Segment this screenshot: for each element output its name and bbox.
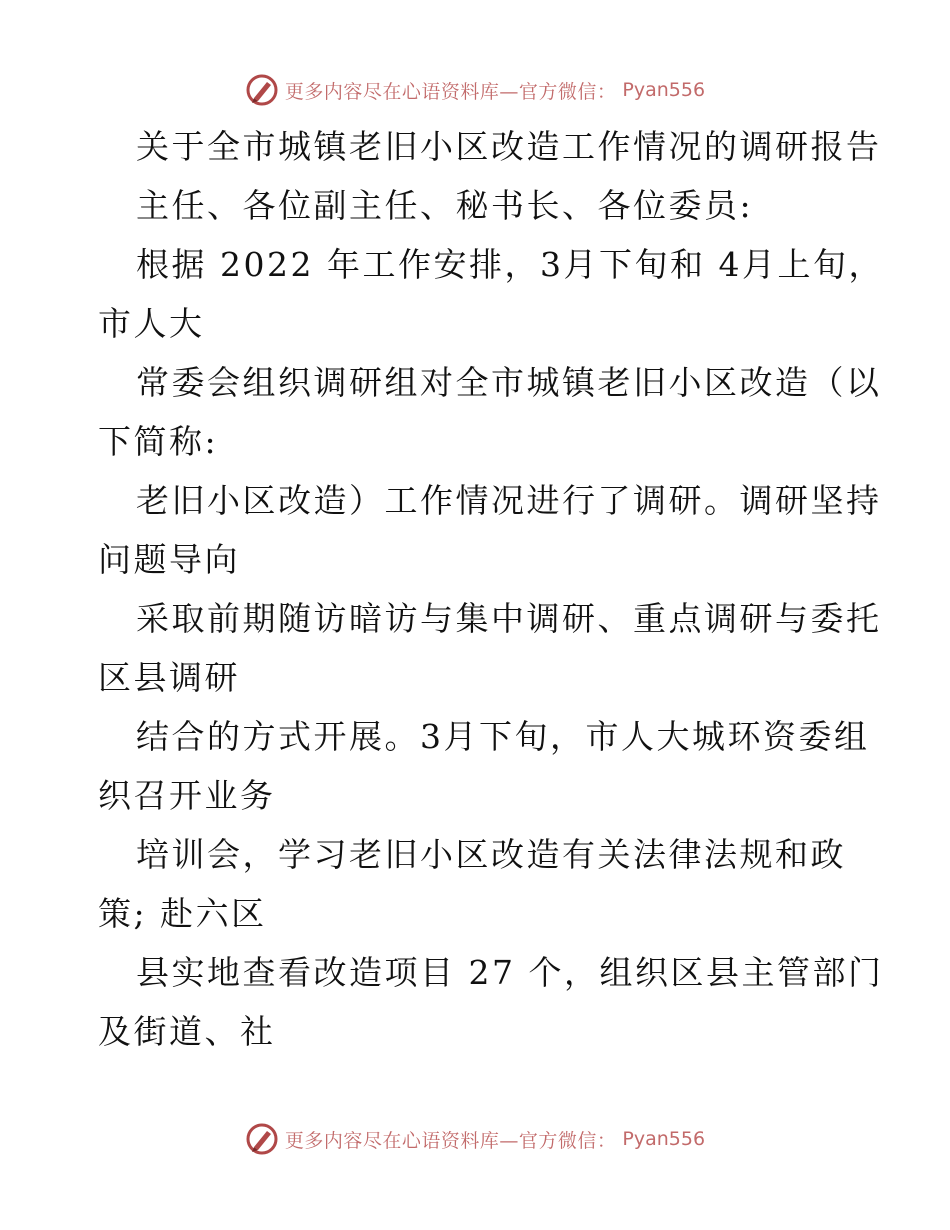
pen-logo-icon [245,73,279,107]
doc-salutation: 主任、各位副主任、秘书长、各位委员: [136,186,754,225]
doc-line: 市人大 [98,304,205,343]
header-banner [0,72,950,108]
doc-title: 关于全市城镇老旧小区改造工作情况的调研报告 [136,127,882,166]
doc-line: 织召开业务 [98,776,276,815]
doc-line: 采取前期随访暗访与集中调研、重点调研与委托 [136,599,882,638]
banner-text: 更多内容尽在心语资料库—官方微信： [284,80,617,103]
doc-line: 下简称: [98,422,219,461]
banner-text: 更多内容尽在心语资料库—官方微信： [284,1129,617,1152]
doc-line: 及街道、社 [98,1012,276,1051]
doc-line: 培训会，学习老旧小区改造有关法律法规和政 [136,835,846,874]
banner-wechat-id: Pyan556 [622,1128,706,1150]
doc-line: 区县调研 [98,658,240,697]
doc-line: 结合的方式开展。3月下旬，市人大城环资委组 [136,717,870,756]
doc-line: 常委会组织调研组对全市城镇老旧小区改造（以 [136,363,882,402]
doc-line: 问题导向 [98,540,240,579]
footer-banner [0,1121,950,1157]
doc-line: 县实地查看改造项目 27 个，组织区县主管部门 [136,953,884,992]
pen-logo-icon [245,1122,279,1156]
doc-line: 根据 2022 年工作安排，3月下旬和 4月上旬， [136,245,884,284]
banner-wechat-id: Pyan556 [622,79,706,101]
doc-line: 老旧小区改造）工作情况进行了调研。调研坚持 [136,481,882,520]
doc-line: 策; 赴六区 [98,894,267,933]
